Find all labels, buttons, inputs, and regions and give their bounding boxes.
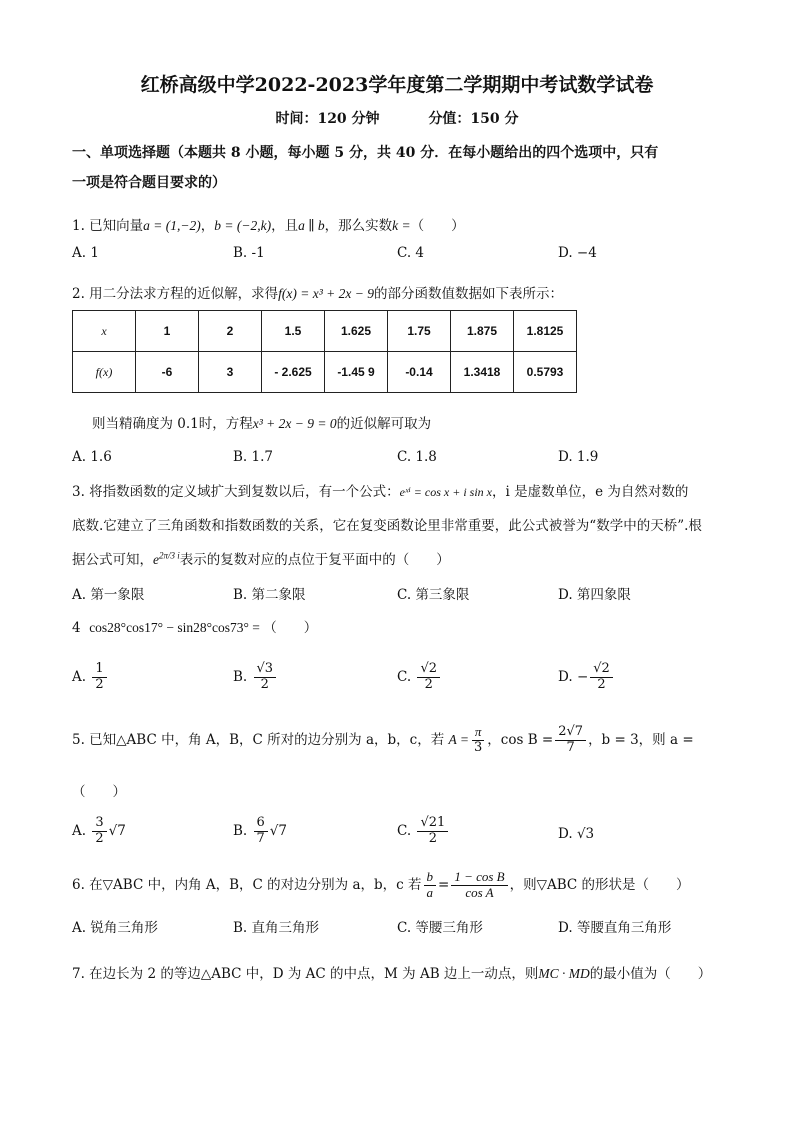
q2-option-d: D. 1.9	[558, 449, 599, 465]
q5-b-eq: ，b = 3，则 a =	[588, 731, 694, 748]
table-cell: -0.14	[388, 352, 451, 393]
table-cell: 1.3418	[451, 352, 514, 393]
table-cell: x	[73, 311, 136, 352]
exam-score: 分值：150 分	[428, 111, 519, 127]
q1-text: 1. 已知向量	[72, 218, 144, 234]
q3-exponent: 2π/3 i	[159, 550, 180, 561]
q1-text-c: ，那么实数	[324, 218, 393, 234]
q5-d-value: √3	[576, 826, 595, 842]
q4-option-b	[233, 662, 278, 693]
q4-b-den: 2	[260, 676, 269, 692]
q4-option-c	[397, 662, 442, 693]
q1-option-d: D. −4	[558, 245, 597, 261]
question-3-line2: 底数.它建立了三角函数和指数函数的关系，它在复变函数论里非常重要，此公式被誉为“数学中的天桥”.根	[72, 518, 702, 534]
q2-equation: x³ + 2x − 9 = 0	[252, 416, 337, 431]
question-4	[72, 616, 317, 636]
q4-d-sign: −	[576, 668, 589, 685]
exam-time: 时间：120 分钟	[275, 111, 380, 127]
q4-option-d-label: D.	[558, 668, 573, 685]
q5-b-rad: √7	[269, 822, 287, 839]
q4-expression: cos28°cos17° − sin28°cos73° = （ ）	[89, 620, 318, 635]
q6-f1-den: a	[426, 884, 434, 900]
table-cell: -1.45 9	[325, 352, 388, 393]
question-6: 6. 在▽ABC 中，内角 A，B，C 的对边分别为 a，b，c 若 $\frac{b}{a}$ = $\frac{\text{1 − cos B}}{\text{cos A}}$ ，则▽ABC 的形状是（ ）	[72, 869, 690, 900]
q6-option-c: C. 等腰三角形	[397, 920, 483, 936]
q5-b-num: 6	[254, 816, 268, 832]
q6-text2: ，则▽ABC 的形状是（ ）	[509, 876, 690, 893]
table-cell: 0.5793	[514, 352, 577, 393]
q3-text-3: 据公式可知，	[72, 552, 153, 568]
q7-text: 7. 在边长为 2 的等边△ABC 中，D 为 AC 的中点，M 为 AB 边上一动点，则	[72, 966, 539, 982]
q5-pi: π	[472, 725, 485, 741]
q4-c-den: 2	[424, 676, 433, 692]
q5-c-den: 2	[428, 830, 437, 846]
q3-exponent-base: e	[153, 552, 159, 567]
q4-option-c-label: C.	[397, 668, 412, 685]
q5-option-d-label: D.	[558, 826, 573, 842]
q1-paren: （ ）	[410, 218, 465, 234]
table-cell: 1.625	[325, 311, 388, 352]
table-cell: 2	[199, 311, 262, 352]
table-cell: 1.75	[388, 311, 451, 352]
table-cell: 3	[199, 352, 262, 393]
q1-parallel: a ∥ b	[298, 218, 325, 233]
q4-option-a	[72, 662, 109, 693]
q6-f2-den: cos A	[465, 884, 494, 900]
q7-vector-expr: MC · MD	[538, 966, 590, 981]
q6-f2-num: 1 − cos B	[451, 870, 507, 886]
q3-text-3b: 表示的复数对应的点位于复平面中的（ ）	[179, 552, 450, 568]
q3-option-a: A. 第一象限	[72, 587, 145, 603]
q5-three: 3	[474, 739, 483, 755]
q4-number: 4	[72, 620, 81, 636]
table-cell: f(x)	[73, 352, 136, 393]
q4-b-num: √3	[254, 662, 277, 678]
q2-option-b: B. 1.7	[233, 449, 273, 465]
q5-cos-num: 2√7	[555, 725, 586, 741]
q5-a-den: 2	[95, 830, 104, 846]
q5-text: 5. 已知△ABC 中，角 A，B，C 所对的边分别为 a，b，c，若	[72, 731, 445, 748]
table-row	[73, 311, 577, 352]
q3-text-b: ，i 是虚数单位，e 为自然对数的	[491, 484, 689, 500]
table-cell: 1.5	[262, 311, 325, 352]
q4-c-num: √2	[417, 662, 440, 678]
q5-a-rad: √7	[108, 822, 126, 839]
q3-option-d: D. 第四象限	[558, 587, 631, 603]
q2-follow-text: 则当精确度为 0.1时，方程	[92, 416, 253, 432]
q3-euler-formula: eˣⁱ = cos x + i sin x	[399, 485, 492, 499]
exam-meta	[0, 108, 794, 128]
q5-c-num: √21	[417, 816, 448, 832]
q2-text: 2. 用二分法求方程的近似解，求得	[72, 286, 279, 302]
q4-option-a-label: A.	[72, 668, 87, 685]
q4-d-den: 2	[597, 676, 606, 692]
q4-a-den: 2	[95, 676, 104, 692]
question-2	[72, 282, 563, 302]
question-1: 1. 已知向量a = (1,−2)，b = (−2,k)，且a ∥ b，那么实数k =（ ）	[72, 218, 465, 234]
section-heading-line1: 一、单项选择题（本题共 8 小题，每小题 5 分，共 40 分．在每小题给出的四个选项中，只有	[72, 145, 659, 161]
q4-a-num: 1	[92, 662, 106, 678]
q5-a-num: 3	[92, 816, 106, 832]
q2-function: f(x) = x³ + 2x − 9	[278, 286, 375, 301]
q1-option-c: C. 4	[397, 245, 425, 261]
q1-option-b: B. -1	[233, 245, 265, 261]
table-cell: 1.875	[451, 311, 514, 352]
q6-option-a: A. 锐角三角形	[72, 920, 158, 936]
q1-vector-a: a = (1,−2)	[143, 218, 201, 233]
q5-a-eq: A =	[448, 731, 470, 747]
q6-option-d: D. 等腰直角三角形	[558, 920, 672, 936]
question-3-line1	[72, 480, 688, 500]
section-heading-line2: 一项是符合题目要求的）	[72, 175, 226, 191]
q2-follow-text2: 的近似解可取为	[336, 416, 432, 432]
q3-option-b: B. 第二象限	[233, 587, 306, 603]
q6-text: 6. 在▽ABC 中，内角 A，B，C 的对边分别为 a，b，c 若	[72, 876, 422, 893]
q1-k: k =	[392, 218, 411, 233]
q6-option-b: B. 直角三角形	[233, 920, 320, 936]
q4-option-d	[558, 662, 615, 693]
q6-f1-num: b	[424, 870, 437, 886]
table-cell: -6	[136, 352, 199, 393]
q5-cos-den: 7	[566, 739, 575, 755]
q5-paren: （ ）	[72, 784, 126, 800]
q4-d-num: √2	[590, 662, 613, 678]
table-cell: 1.8125	[514, 311, 577, 352]
q2-follow	[92, 412, 431, 432]
q2-option-a: A. 1.6	[72, 449, 112, 465]
question-7	[72, 962, 711, 982]
q5-b-den: 7	[256, 830, 265, 846]
page-title: 红桥高级中学2022-2023学年度第二学期期中考试数学试卷	[140, 74, 654, 96]
q1-vector-b: b = (−2,k)	[214, 218, 272, 233]
q3-option-c: C. 第三象限	[397, 587, 470, 603]
q4-option-b-label: B.	[233, 668, 248, 685]
q5-option-a	[72, 816, 126, 847]
q5-option-a-label: A.	[72, 822, 87, 839]
table-cell: - 2.625	[262, 352, 325, 393]
q5-option-d	[558, 826, 594, 842]
question-3-line3	[72, 548, 450, 568]
q5-option-b	[233, 816, 287, 847]
question-5	[72, 725, 694, 756]
q5-cosb: ，cos B =	[487, 731, 554, 748]
q1-option-a: A. 1	[72, 245, 99, 261]
q2-text2: 的部分函数值数据如下表所示：	[374, 286, 564, 302]
q5-option-c-label: C.	[397, 822, 412, 839]
q5-option-b-label: B.	[233, 822, 248, 839]
table-cell: 1	[136, 311, 199, 352]
q5-option-c	[397, 816, 450, 847]
q7-text2: 的最小值为（ ）	[589, 966, 712, 982]
table-row	[73, 352, 577, 393]
q1-text-b: ，且	[271, 218, 299, 234]
q2-option-c: C. 1.8	[397, 449, 437, 465]
q3-text: 3. 将指数函数的定义域扩大到复数以后，有一个公式：	[72, 484, 400, 500]
q2-value-table	[72, 310, 577, 393]
